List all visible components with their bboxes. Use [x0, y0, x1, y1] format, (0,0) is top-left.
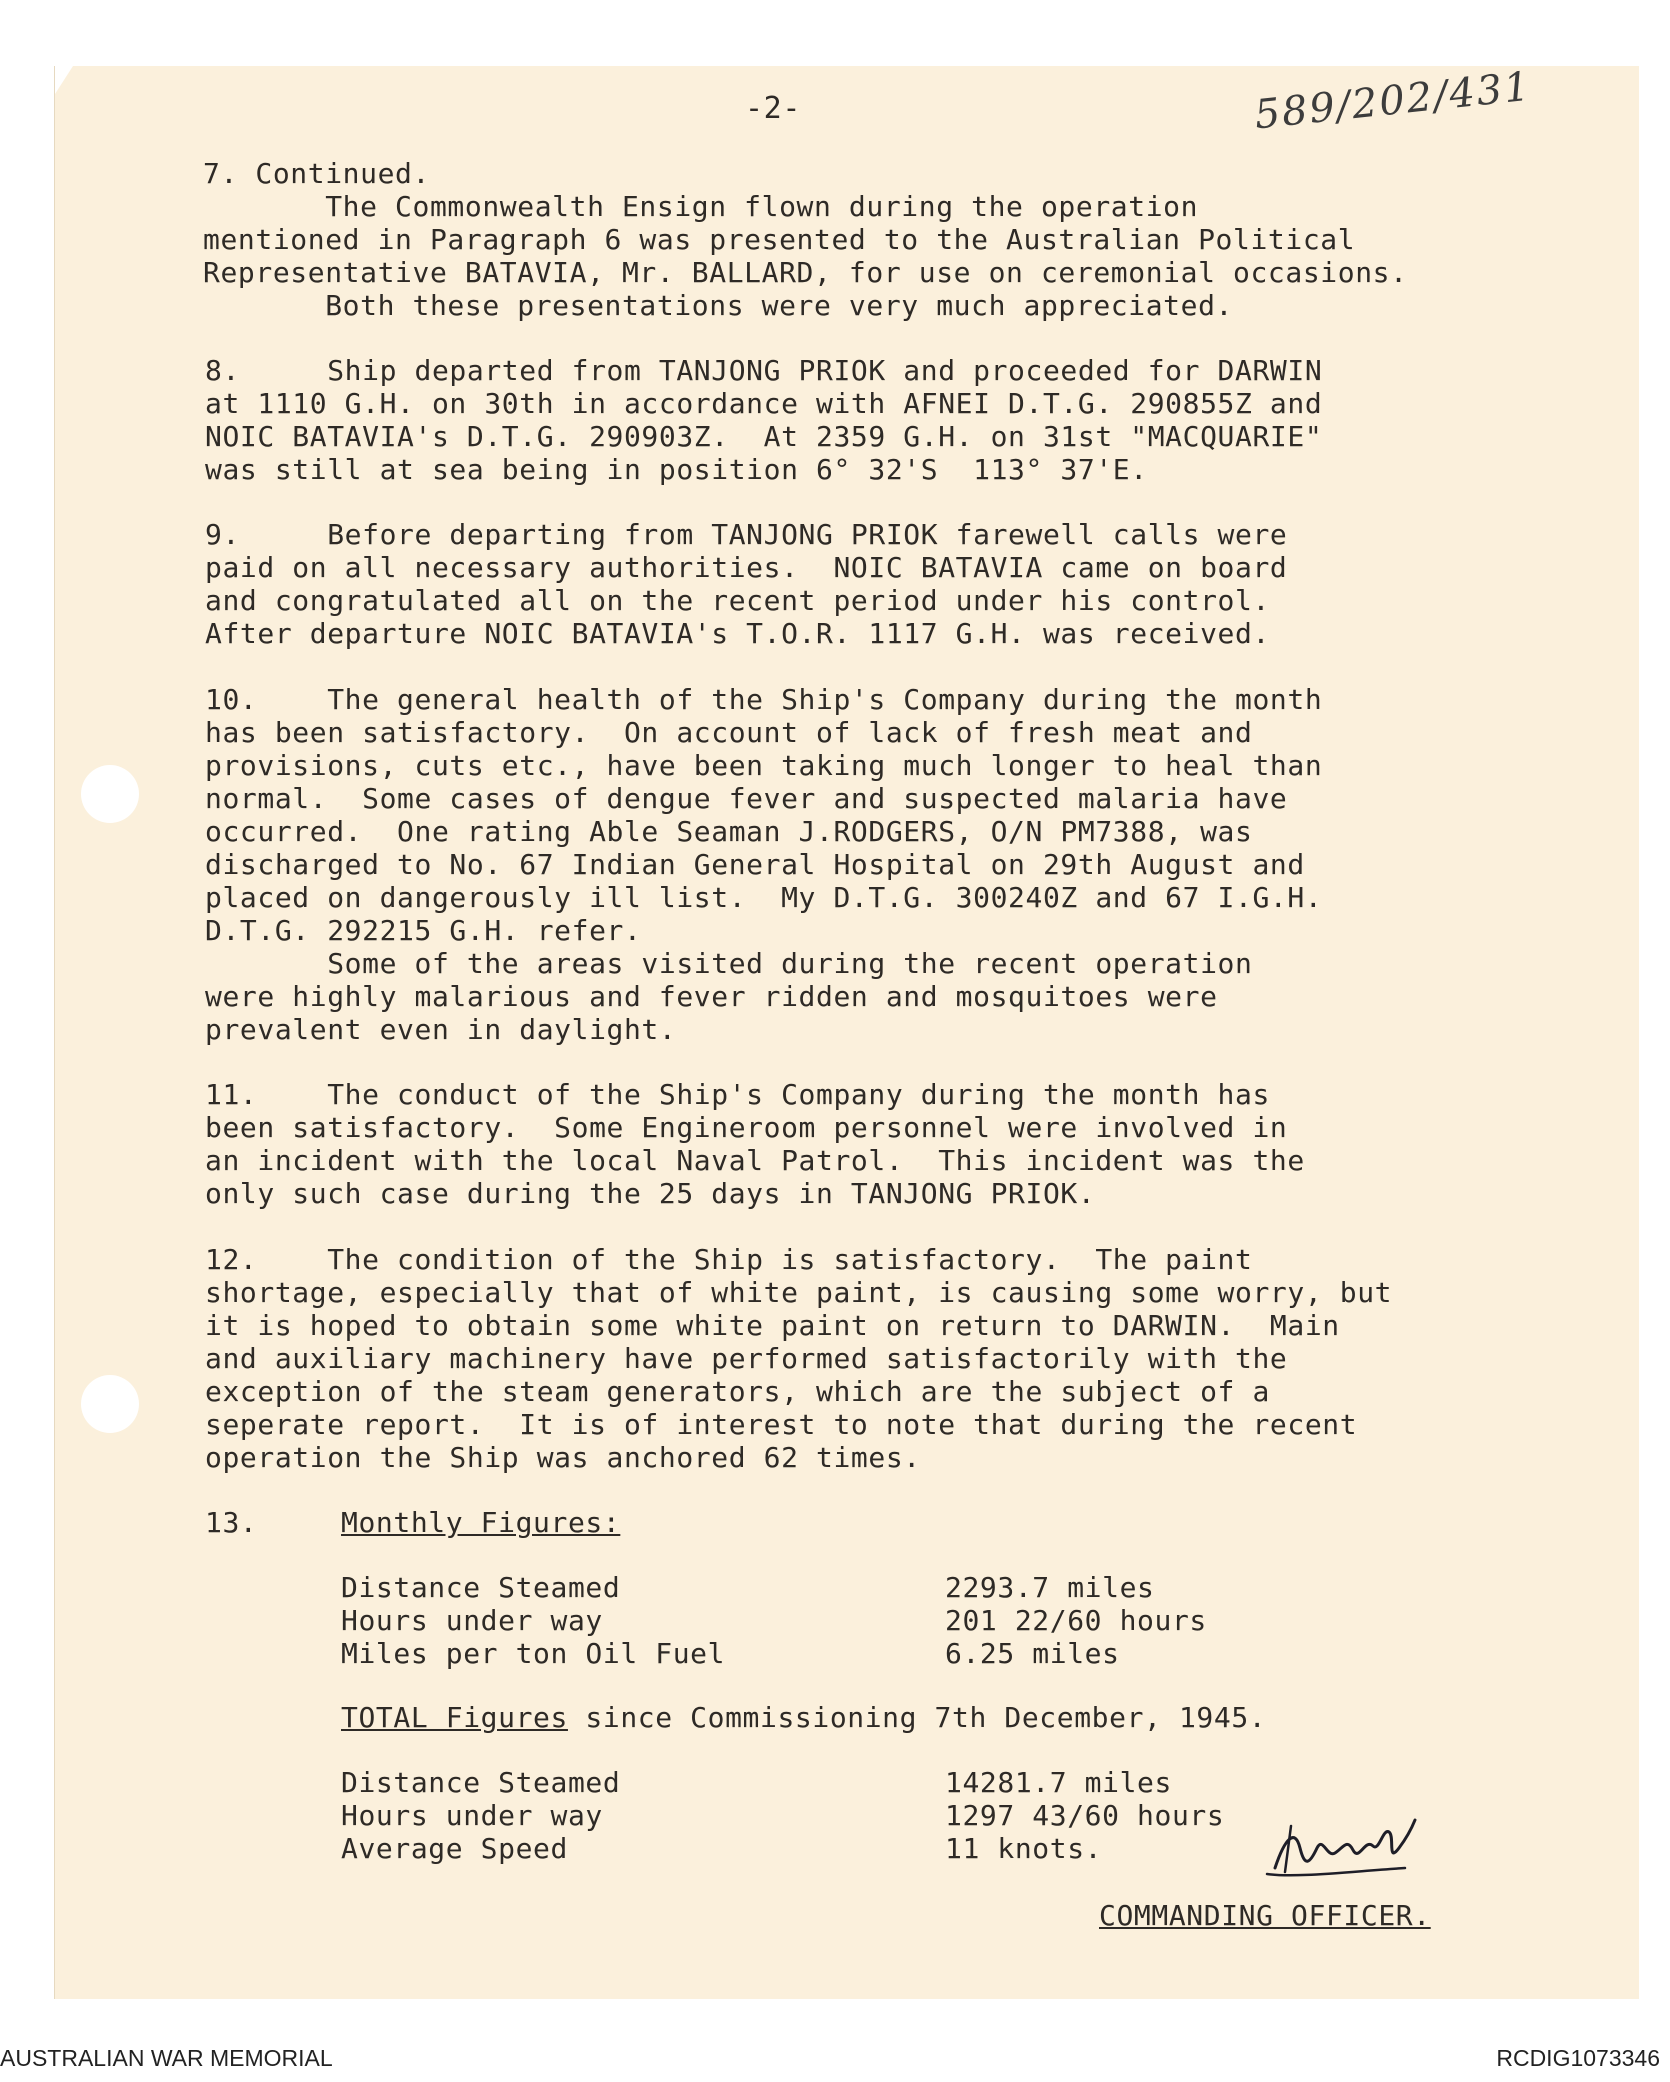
paragraph-line: Representative BATAVIA, Mr. BALLARD, for use on ceremonial occasions.: [203, 256, 1408, 289]
figure-value: 14281.7 miles: [945, 1766, 1172, 1799]
paragraph-line: placed on dangerously ill list. My D.T.G. 300240Z and 67 I.G.H.: [205, 881, 1323, 914]
signature-title: COMMANDING OFFICER.: [1099, 1899, 1431, 1932]
paragraph-line: shortage, especially that of white paint, is causing some worry, but: [205, 1276, 1393, 1309]
paragraph-line: Some of the areas visited during the recent operation: [205, 947, 1253, 980]
paragraph-line: seperate report. It is of interest to note that during the recent: [205, 1408, 1358, 1441]
paragraph-line: discharged to No. 67 Indian General Hospital on 29th August and: [205, 848, 1305, 881]
paragraph-line: prevalent even in daylight.: [205, 1013, 677, 1046]
paragraph-line: 9. Before departing from TANJONG PRIOK farewell calls were: [205, 518, 1288, 551]
figure-value: 2293.7 miles: [945, 1571, 1155, 1604]
paragraph-line: only such case during the 25 days in TANJONG PRIOK.: [205, 1177, 1096, 1210]
figure-value: 11 knots.: [945, 1832, 1103, 1865]
paragraph-line: 7. Continued.: [203, 157, 430, 190]
figure-value: 1297 43/60 hours: [945, 1799, 1225, 1832]
paragraph-line: and congratulated all on the recent period under his control.: [205, 584, 1270, 617]
paragraph-line: exception of the steam generators, which are the subject of a: [205, 1375, 1270, 1408]
total-figures-line: [341, 1701, 1266, 1734]
paragraph-line: 12. The condition of the Ship is satisfactory. The paint: [205, 1243, 1253, 1276]
paragraph-line: 8. Ship departed from TANJONG PRIOK and proceeded for DARWIN: [205, 354, 1323, 387]
paragraph-line: it is hoped to obtain some white paint on return to DARWIN. Main: [205, 1309, 1340, 1342]
paragraph-line: After departure NOIC BATAVIA's T.O.R. 1117 G.H. was received.: [205, 617, 1270, 650]
paragraph-line: The Commonwealth Ensign flown during the operation: [203, 190, 1199, 223]
figure-value: 201 22/60 hours: [945, 1604, 1207, 1637]
paragraph-line: occurred. One rating Able Seaman J.RODGERS, O/N PM7388, was: [205, 815, 1253, 848]
paragraph-line: normal. Some cases of dengue fever and suspected malaria have: [205, 782, 1288, 815]
figure-label: Average Speed: [341, 1832, 568, 1865]
paragraph-line: 11. The conduct of the Ship's Company during the month has: [205, 1078, 1270, 1111]
archive-reference: 589/202/431: [1252, 63, 1534, 139]
paragraph-line: an incident with the local Naval Patrol. This incident was the: [205, 1144, 1305, 1177]
paragraph-line: at 1110 G.H. on 30th in accordance with AFNEI D.T.G. 290855Z and: [205, 387, 1323, 420]
paragraph-line: NOIC BATAVIA's D.T.G. 290903Z. At 2359 G.H. on 31st "MACQUARIE": [205, 420, 1323, 453]
paragraph-number: 13.: [205, 1506, 258, 1539]
figure-label: Distance Steamed: [341, 1766, 621, 1799]
figure-label: Distance Steamed: [341, 1571, 621, 1604]
total-figures-heading: TOTAL Figures: [341, 1701, 568, 1734]
paragraph-line: Both these presentations were very much appreciated.: [203, 289, 1233, 322]
paragraph-line: D.T.G. 292215 G.H. refer.: [205, 914, 642, 947]
paragraph-line: paid on all necessary authorities. NOIC BATAVIA came on board: [205, 551, 1288, 584]
paragraph-line: operation the Ship was anchored 62 times.: [205, 1441, 921, 1474]
total-figures-heading-rest: since Commissioning 7th December, 1945.: [567, 1701, 1267, 1734]
monthly-figures-heading: Monthly Figures:: [341, 1506, 621, 1539]
page-fold-corner: [55, 66, 73, 94]
handwritten-signature: [1255, 1808, 1425, 1892]
paragraph-line: mentioned in Paragraph 6 was presented to the Australian Political: [203, 223, 1356, 256]
figure-label: Miles per ton Oil Fuel: [341, 1637, 726, 1670]
page-number: -2-: [745, 91, 801, 126]
paragraph-line: been satisfactory. Some Engineroom personnel were involved in: [205, 1111, 1288, 1144]
paragraph-line: has been satisfactory. On account of lack of fresh meat and: [205, 716, 1253, 749]
punch-hole: [81, 765, 139, 823]
footer-archive-name: AUSTRALIAN WAR MEMORIAL: [0, 2045, 333, 2071]
paragraph-line: was still at sea being in position 6° 32'S 113° 37'E.: [205, 453, 1148, 486]
footer-record-id: RCDIG1073346: [1496, 2045, 1660, 2071]
paragraph-line: and auxiliary machinery have performed satisfactorily with the: [205, 1342, 1288, 1375]
figure-label: Hours under way: [341, 1799, 603, 1832]
punch-hole: [81, 1375, 139, 1433]
paragraph-line: were highly malarious and fever ridden and mosquitoes were: [205, 980, 1218, 1013]
figure-value: 6.25 miles: [945, 1637, 1120, 1670]
figure-label: Hours under way: [341, 1604, 603, 1637]
paragraph-line: 10. The general health of the Ship's Company during the month: [205, 683, 1323, 716]
paragraph-line: provisions, cuts etc., have been taking much longer to heal than: [205, 749, 1323, 782]
